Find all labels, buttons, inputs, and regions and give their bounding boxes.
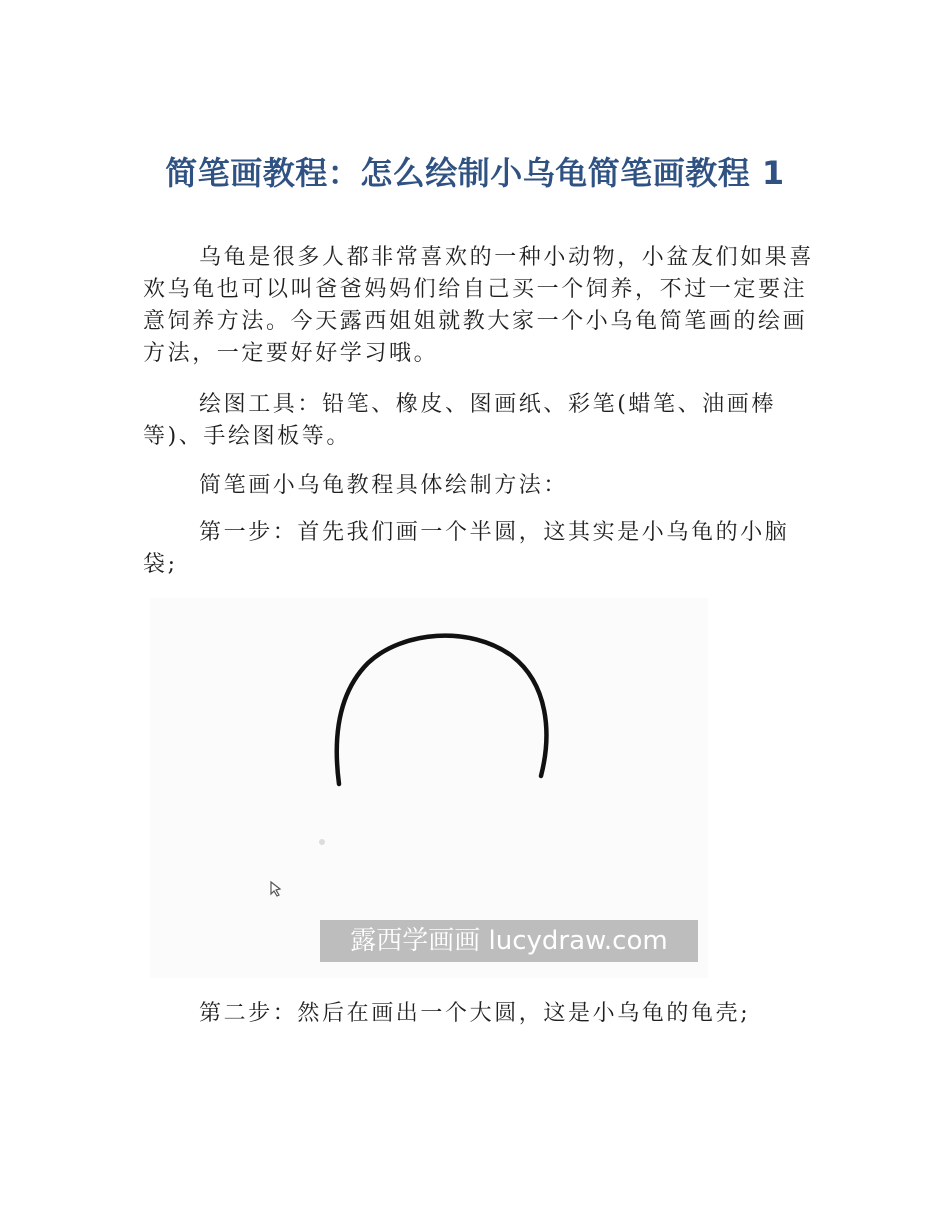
- document-title: 简笔画教程：怎么绘制小乌龟简笔画教程 1: [165, 154, 785, 192]
- watermark: 露西学画画 lucydraw.com: [320, 920, 698, 962]
- cursor-icon: [271, 882, 280, 896]
- step-two-paragraph: 第二步：然后在画出一个大圆，这是小乌龟的龟壳;: [199, 1001, 751, 1026]
- intro-paragraph: 乌龟是很多人都非常喜欢的一种小动物，小盆友们如果喜欢乌龟也可以叫爸爸妈妈们给自己买一个饲养，不过一定要注意饲养方法。今天露西姐姐就教大家一个小乌龟简笔画的绘画方法，一定要好好学习哦。: [143, 245, 815, 366]
- tools-paragraph: 绘图工具：铅笔、橡皮、图画纸、彩笔(蜡笔、油画棒等)、手绘图板等。: [143, 392, 776, 449]
- turtle-head-arc: [337, 636, 547, 784]
- step-one-illustration: [150, 598, 708, 978]
- method-heading-paragraph: 简笔画小乌龟教程具体绘制方法：: [199, 473, 569, 498]
- stray-dot: [319, 839, 325, 845]
- step-one-paragraph: 第一步：首先我们画一个半圆，这其实是小乌龟的小脑袋;: [143, 520, 790, 577]
